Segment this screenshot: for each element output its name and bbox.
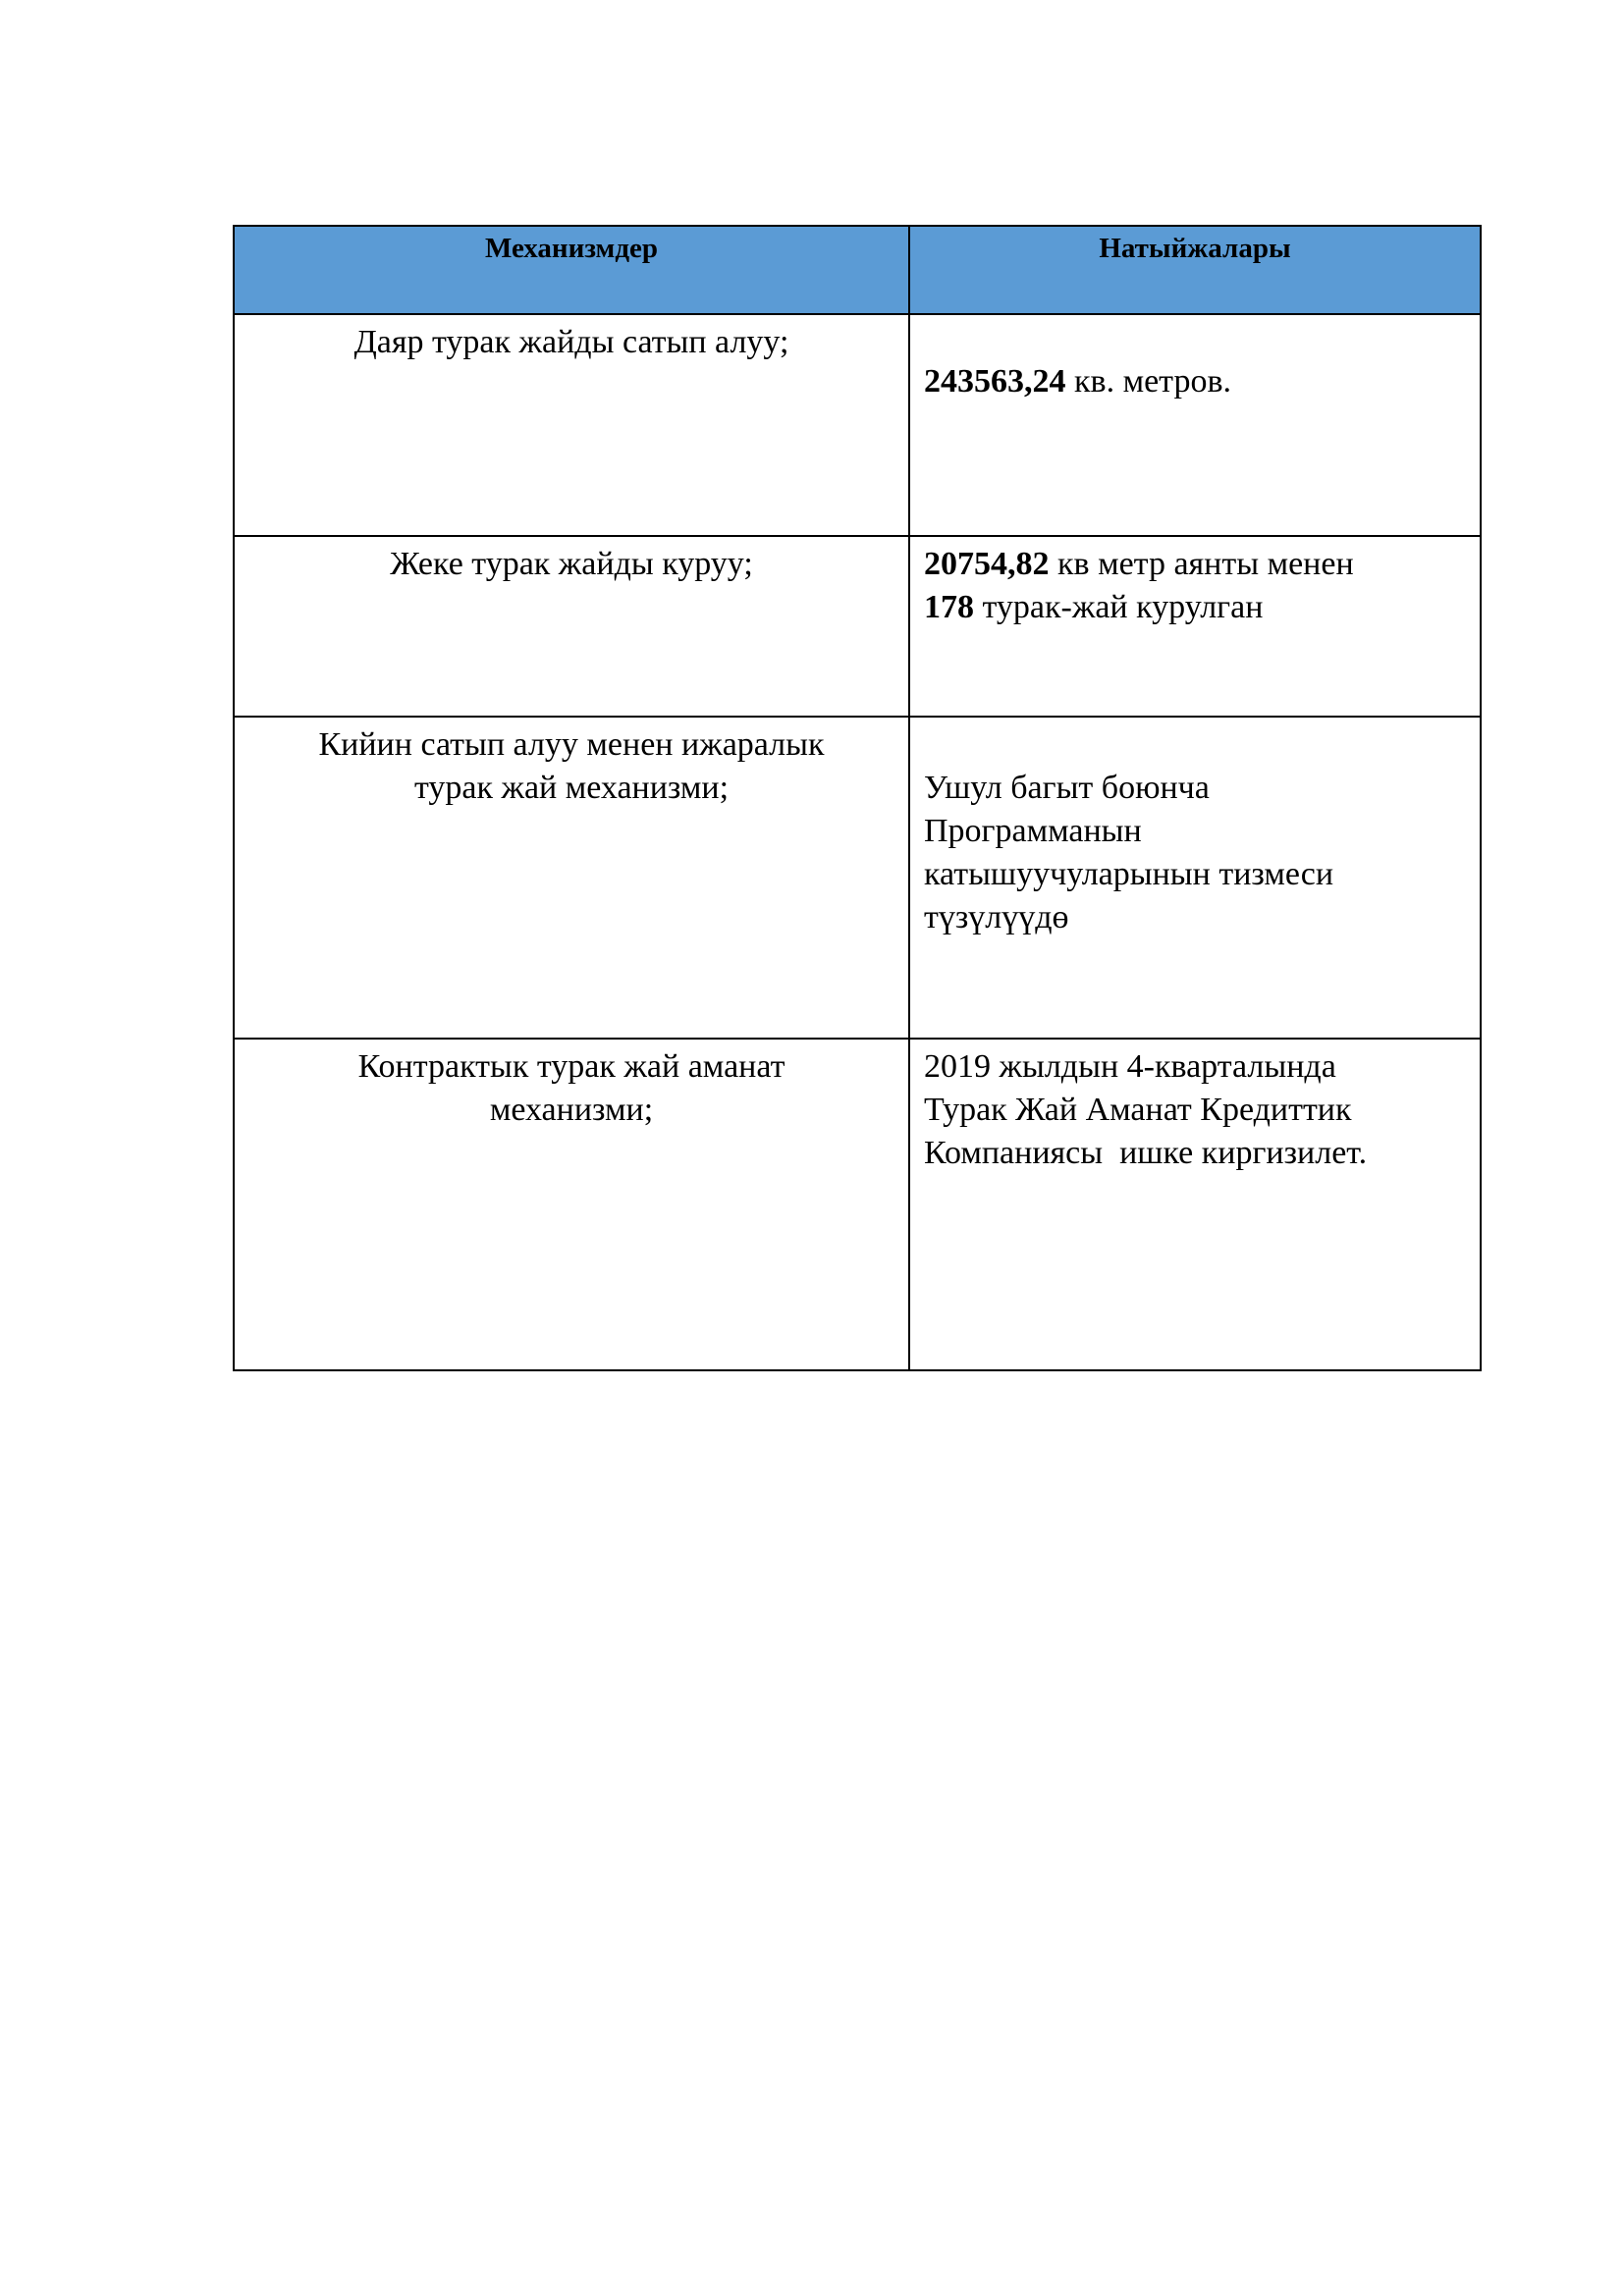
result-text: кв. метров. xyxy=(1065,363,1232,400)
table-row xyxy=(234,314,1481,536)
mechanism-line: механизми; xyxy=(489,1092,654,1128)
header-results: Натыйжалары xyxy=(909,226,1481,314)
result-text: кв метр аянты менен xyxy=(1049,546,1354,582)
mechanism-text: Даяр турак жайды сатып алуу; xyxy=(353,324,789,360)
result-value: 243563,24 xyxy=(924,363,1066,400)
mechanism-cell xyxy=(234,717,909,1039)
mechanism-line: Кийин сатып алуу менен ижаралык xyxy=(318,726,825,763)
result-cell xyxy=(909,536,1481,717)
result-line: 2019 жылдын 4-кварталында xyxy=(924,1048,1336,1085)
mechanism-line: Контрактык турак жай аманат xyxy=(357,1048,785,1085)
table-row xyxy=(234,717,1481,1039)
result-line xyxy=(924,543,1466,586)
table-header-row xyxy=(234,226,1481,314)
mechanism-cell xyxy=(234,1039,909,1370)
result-value: 178 xyxy=(924,589,974,625)
mechanisms-results-table xyxy=(233,225,1482,1371)
result-line: Компаниясы ишке киргизилет. xyxy=(924,1135,1368,1171)
table-row xyxy=(234,536,1481,717)
result-cell xyxy=(909,1039,1481,1370)
result-line: катышуучуларынын тизмеси xyxy=(924,856,1334,892)
result-line: Программанын xyxy=(924,813,1142,849)
result-line xyxy=(924,586,1466,629)
mechanism-cell xyxy=(234,536,909,717)
result-cell xyxy=(909,314,1481,536)
result-line: Ушул багыт боюнча xyxy=(924,770,1210,806)
result-value: 20754,82 xyxy=(924,546,1050,582)
mechanism-cell xyxy=(234,314,909,536)
result-text: турак-жай курулган xyxy=(974,589,1264,625)
table-row xyxy=(234,1039,1481,1370)
mechanism-text: Жеке турак жайды куруу; xyxy=(390,546,753,582)
header-mechanisms: Механизмдер xyxy=(234,226,909,314)
mechanism-line: турак жай механизми; xyxy=(413,770,730,806)
result-cell xyxy=(909,717,1481,1039)
result-line: Турак Жай Аманат Кредиттик xyxy=(924,1092,1352,1128)
result-line: түзүлүүдө xyxy=(924,899,1069,935)
